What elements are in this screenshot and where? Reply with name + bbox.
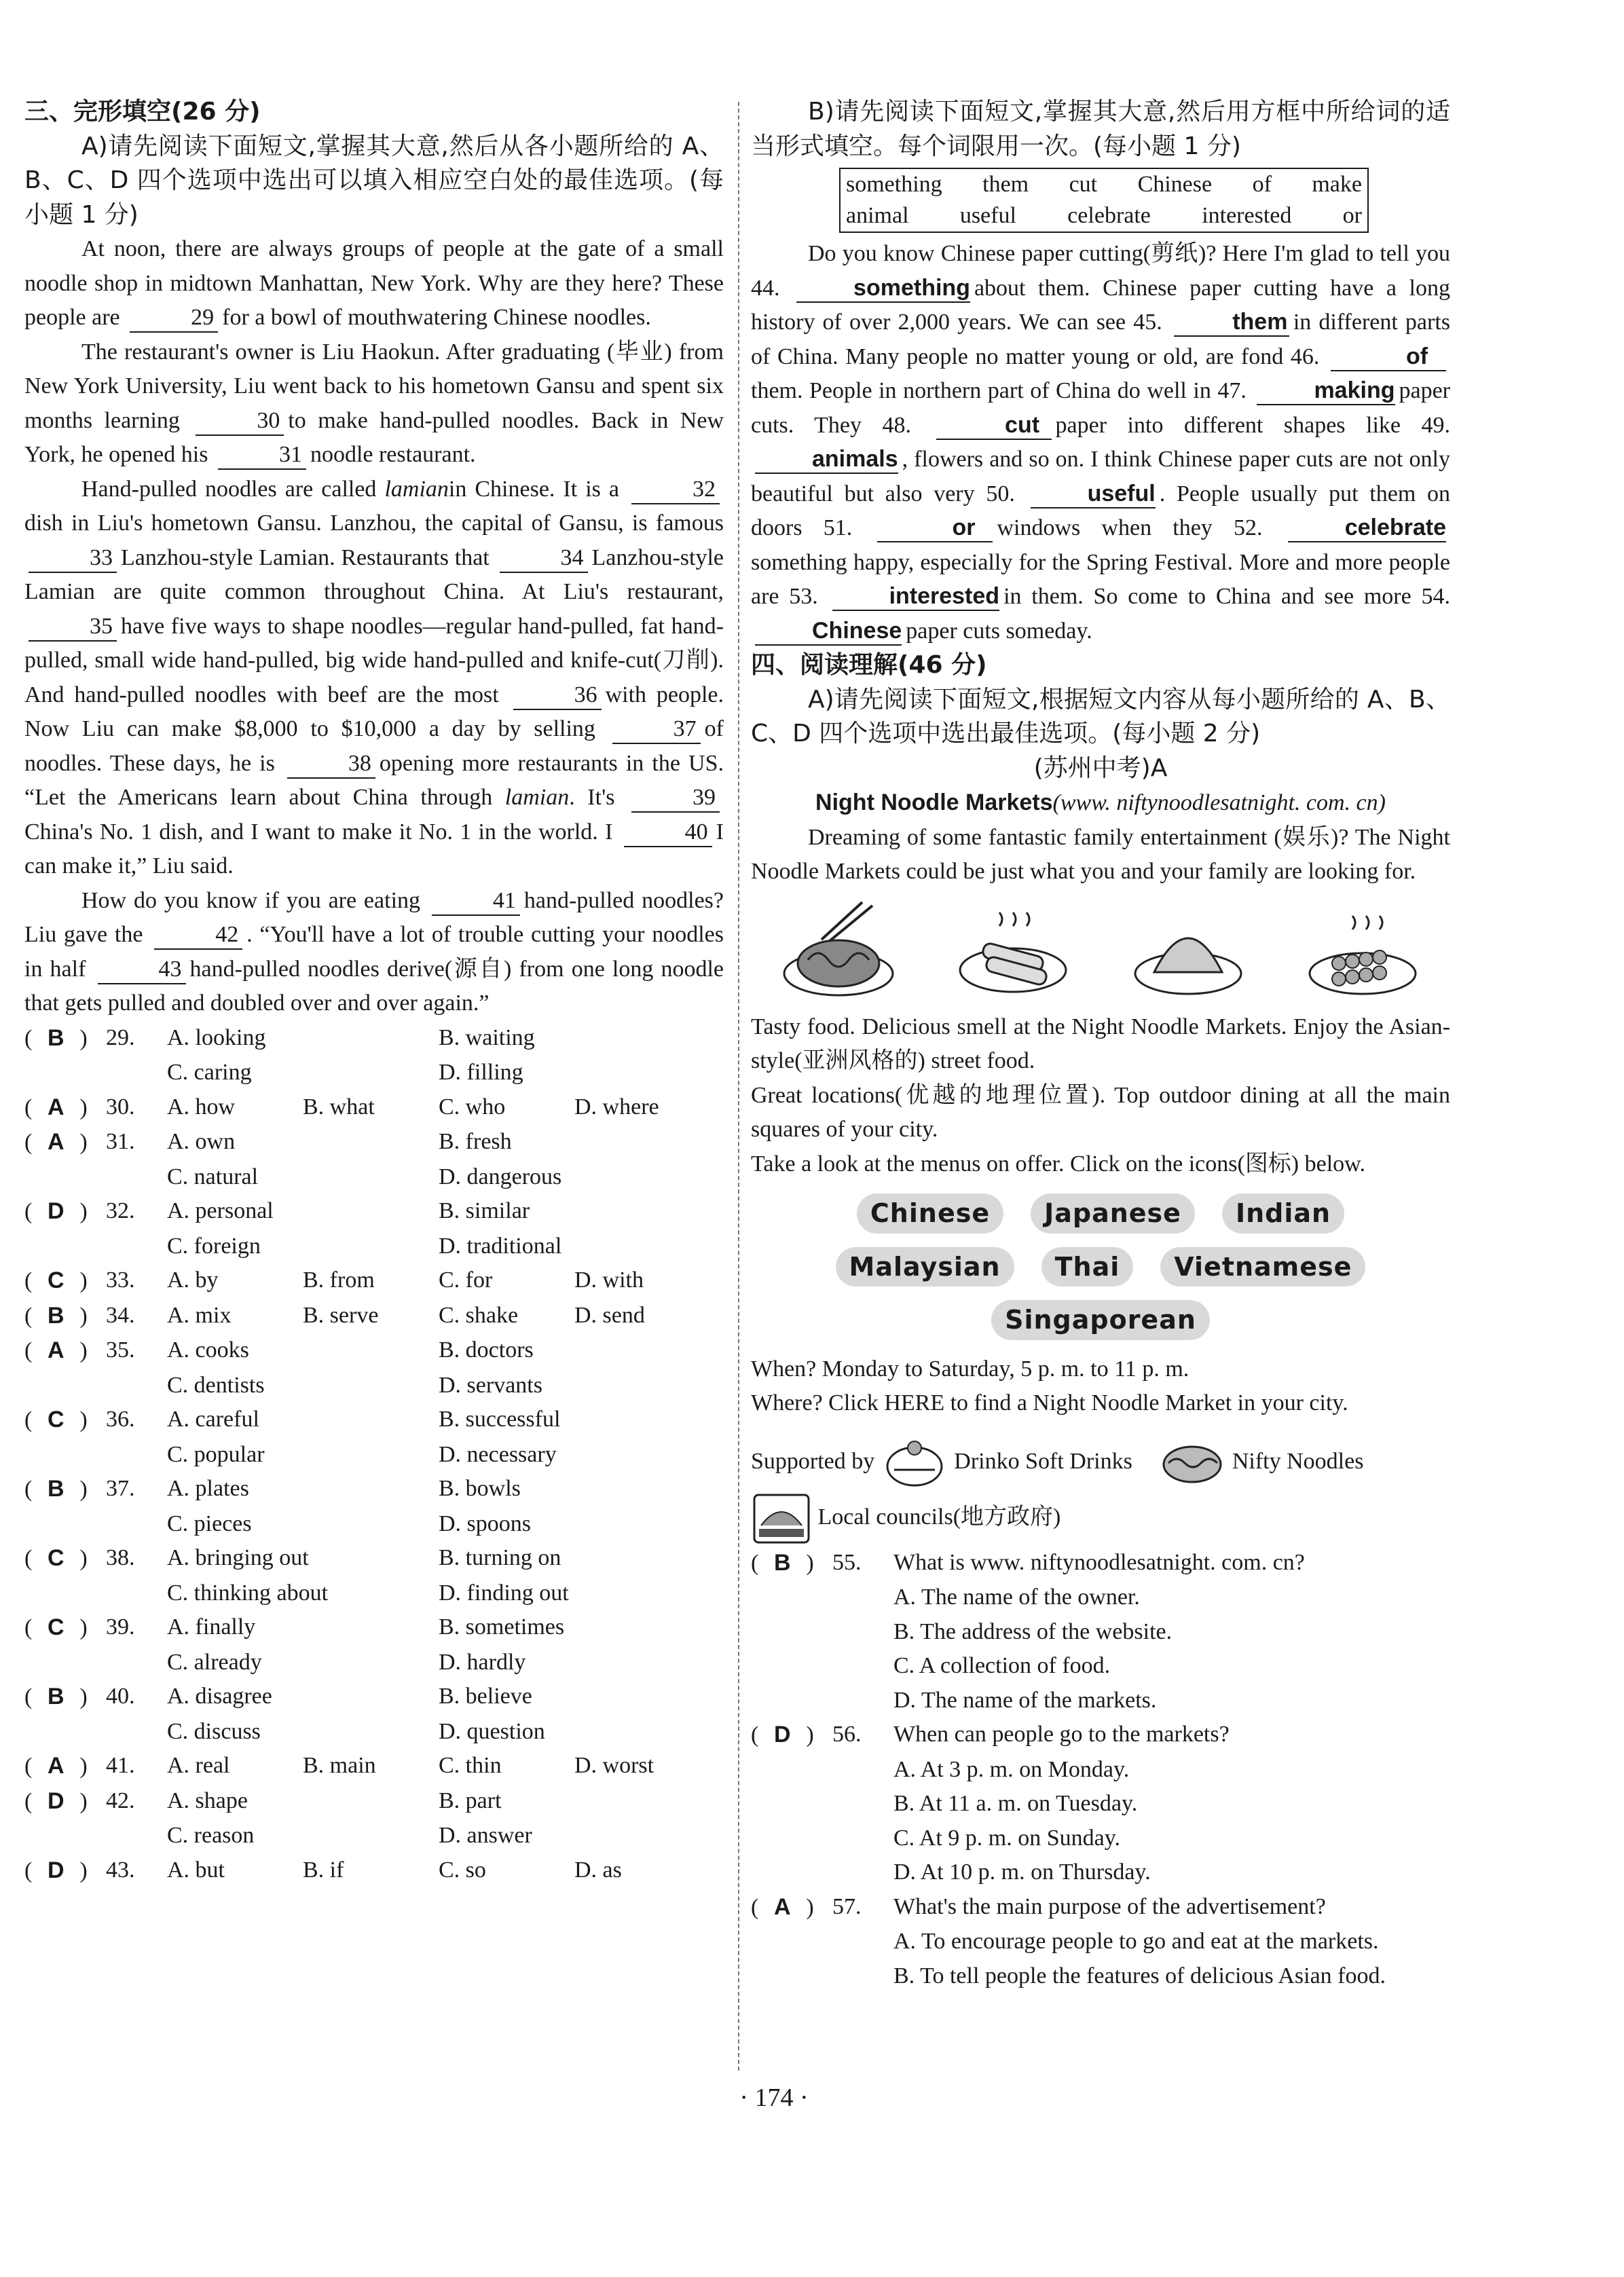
option: D. question — [439, 1718, 545, 1744]
question-stem: When can people go to the markets? — [893, 1722, 1230, 1747]
sponsor-councils: Local councils(地方政府) — [817, 1504, 1061, 1530]
ad-line: Take a look at the menus on offer. Click on the icons(图标) below. — [751, 1151, 1366, 1177]
answer-letter: C — [48, 1614, 64, 1640]
cloze-blank: 35 — [29, 613, 117, 642]
cloze-blank: 30 — [196, 407, 284, 436]
option: D. worst — [574, 1753, 654, 1778]
option: D. necessary — [439, 1441, 557, 1467]
option: A. by — [167, 1267, 219, 1293]
spring-rolls-plate-icon — [955, 899, 1071, 1001]
option: C. thinking about — [167, 1580, 329, 1606]
question-row-2 — [24, 1715, 724, 1750]
answer-bracket: ( A ) — [751, 1890, 832, 1925]
answer-letter: B — [48, 1024, 64, 1051]
answer-bracket: ( B ) — [24, 1472, 106, 1507]
answer-bracket: ( B ) — [751, 1546, 832, 1581]
option: A. At 3 p. m. on Monday. — [893, 1756, 1130, 1782]
text-run: , flowers and so on. I think Chinese paper cuts are not only beautiful but also very 50. — [751, 447, 1450, 506]
word-box-word: or — [1342, 203, 1362, 228]
ad-intro: Dreaming of some fantastic family entertainment (娱乐)? The Night Noodle Markets could be just what you and your family are looking for. — [751, 824, 1450, 884]
text-run: How do you know if you are eating — [81, 887, 421, 913]
filled-answer: interested — [832, 582, 1000, 611]
question-stem: What is www. niftynoodlesatnight. com. cn? — [893, 1549, 1305, 1575]
option: D. spoons — [439, 1511, 532, 1536]
text-run: them. People in northern part of China do well in 47. — [751, 378, 1247, 403]
answer-bracket: ( A ) — [24, 1749, 106, 1784]
text-run: of noodles. These days, he is — [24, 716, 724, 776]
text-run: in Chinese. It is a — [448, 476, 619, 502]
text-run: . “You'll have a lot of trouble cutting your noodles in half — [24, 922, 724, 982]
option: D. as — [574, 1857, 622, 1883]
option: B. part — [439, 1788, 502, 1813]
option: B. waiting — [439, 1024, 535, 1050]
reading-questions — [751, 1546, 1450, 1994]
question-number: 57. — [832, 1893, 862, 1919]
question-row — [24, 1403, 724, 1438]
question-row — [751, 1890, 1450, 1925]
food-illustrations — [751, 899, 1450, 1001]
word-box-row — [846, 169, 1362, 200]
answer-bracket: ( C ) — [24, 1610, 106, 1646]
menu-chinese[interactable]: Chinese — [857, 1193, 1003, 1234]
filled-answer: or — [877, 514, 993, 542]
word-box — [839, 168, 1369, 233]
option: D. servants — [439, 1372, 542, 1398]
cloze-blank: 40 — [624, 819, 712, 847]
option: B. if — [303, 1857, 344, 1883]
question-number: 56. — [832, 1722, 862, 1747]
question-number: 37. — [106, 1476, 135, 1501]
question-row-2 — [24, 1229, 724, 1264]
cloze-para — [24, 335, 724, 473]
option: C. foreign — [167, 1233, 261, 1259]
question-row — [24, 1680, 724, 1715]
text-run: something happy, especially for the Spring Festival. More and more people are 53. — [751, 549, 1450, 609]
filled-answer: something — [796, 274, 970, 303]
question-row-2 — [24, 1438, 724, 1473]
option: A. disagree — [167, 1684, 272, 1709]
option: A. The name of the owner. — [893, 1585, 1140, 1610]
cloze-blank: 42 — [154, 921, 242, 950]
text-run: The restaurant's owner is Liu Haokun. After graduating (毕业) from New York University, Liu went back to his hometown Gansu and spent six months learning — [24, 339, 724, 433]
text-run: paper cuts someday. — [906, 618, 1092, 644]
option: D. filling — [439, 1060, 523, 1085]
answer-letter: B — [48, 1684, 64, 1709]
question-number: 34. — [106, 1302, 135, 1328]
text-run: with people. Now Liu can make $8,000 to $10,000 a day by selling — [24, 682, 724, 741]
answer-letter: D — [48, 1198, 64, 1224]
local-councils-logo — [751, 1492, 812, 1546]
question-row — [24, 1125, 724, 1160]
wordfill-instruction: B)请先阅读下面短文,掌握其大意,然后用方框中所给词的适当形式填空。每个词限用一次。(每小题 1 分) — [751, 98, 1450, 160]
cloze-blank: 37 — [612, 716, 701, 744]
question-number: 36. — [106, 1407, 135, 1432]
word-box-word: Chinese — [1137, 172, 1213, 197]
filled-answer: of — [1331, 343, 1446, 371]
text-run: Hand-pulled noodles are called — [81, 476, 377, 502]
answer-bracket: ( B ) — [24, 1299, 106, 1334]
question-number: 31. — [106, 1129, 135, 1154]
answer-letter: B — [48, 1302, 64, 1329]
option: A. how — [167, 1094, 236, 1119]
word-box-word: them — [982, 172, 1029, 197]
filled-answer: cut — [936, 411, 1052, 440]
text-run: in them. So come to China and see more 54. — [1003, 584, 1450, 609]
cloze-blank: 41 — [432, 887, 520, 916]
cloze-blank: 29 — [130, 304, 218, 333]
answer-bracket: ( B ) — [24, 1021, 106, 1056]
question-row — [24, 1610, 724, 1646]
answer-letter: D — [48, 1857, 64, 1883]
text-run: windows when they 52. — [997, 515, 1263, 540]
menu-japanese[interactable]: Japanese — [1031, 1193, 1195, 1234]
wordfill-passage — [751, 237, 1450, 648]
question-row — [24, 1853, 724, 1889]
word-box-word: of — [1252, 172, 1272, 197]
text-run: paper cuts. They 48. — [751, 378, 1451, 438]
menu-malaysian[interactable]: Malaysian — [836, 1247, 1014, 1287]
text-run: . People usually put them on doors 51. — [751, 481, 1451, 540]
sponsor-drinko: Drinko Soft Drinks — [954, 1448, 1132, 1474]
question-row — [24, 1541, 724, 1576]
option: A. bringing out — [167, 1545, 309, 1570]
cloze-blank: 43 — [98, 956, 186, 984]
italic-term: lamian — [504, 785, 570, 810]
text-run: hand-pulled noodles derive(源自) from one long noodle that gets pulled and doubled over and over again.” — [24, 956, 724, 1016]
word-box-word: cut — [1069, 172, 1098, 197]
word-box-word: celebrate — [1067, 203, 1151, 228]
text-run: Do you know Chinese paper cutting(剪纸)? Here I'm glad to tell you 44. — [751, 241, 1450, 301]
answer-bracket: ( D ) — [24, 1194, 106, 1229]
question-stem: What's the main purpose of the advertisement? — [893, 1893, 1326, 1919]
option: B. bowls — [439, 1476, 521, 1501]
question-row — [24, 1299, 724, 1334]
option: C. shake — [439, 1302, 519, 1328]
question-row — [24, 1021, 724, 1056]
question-row — [24, 1472, 724, 1507]
option: A. shape — [167, 1788, 248, 1813]
answer-bracket: ( A ) — [24, 1333, 106, 1369]
option: D. with — [574, 1267, 644, 1293]
answer-bracket: ( B ) — [24, 1680, 106, 1715]
question-row — [24, 1749, 724, 1784]
cloze-para — [24, 884, 724, 1021]
question-row-2 — [24, 1507, 724, 1542]
menu-vietnamese[interactable]: Vietnamese — [1160, 1247, 1365, 1287]
question-number: 35. — [106, 1337, 135, 1363]
option: C. popular — [167, 1441, 265, 1467]
ad-url: (www. niftynoodlesatnight. com. cn) — [1052, 790, 1386, 815]
question-row — [751, 1546, 1450, 1581]
option: D. send — [574, 1302, 645, 1328]
answer-letter: D — [48, 1788, 64, 1814]
option: C. At 9 p. m. on Sunday. — [893, 1825, 1121, 1851]
option: B. fresh — [439, 1129, 512, 1154]
option: C. for — [439, 1267, 493, 1293]
sponsors-line-2 — [751, 1490, 1450, 1546]
answer-bracket: ( D ) — [24, 1784, 106, 1819]
option: C. who — [439, 1094, 506, 1119]
option: C. natural — [167, 1164, 259, 1189]
option: A. cooks — [167, 1337, 249, 1363]
page-number: · 174 · — [739, 2084, 809, 2112]
answer-bracket: ( C ) — [24, 1403, 106, 1438]
menu-singaporean[interactable]: Singaporean — [991, 1300, 1210, 1340]
cloze-questions — [24, 1021, 724, 1889]
text-run: have five ways to shape noodles—regular hand-pulled, fat hand-pulled, small wide hand-pulled, big wide hand-pulled and knife-cut(刀削). And hand-pulled noodles with beef are the most — [24, 613, 724, 707]
option: B. sometimes — [439, 1614, 565, 1640]
option: A. personal — [167, 1198, 274, 1223]
menu-indian[interactable]: Indian — [1222, 1193, 1344, 1234]
answer-letter: A — [48, 1094, 64, 1120]
option: A. looking — [167, 1024, 266, 1050]
cloze-blank: 31 — [218, 441, 306, 470]
answer-bracket: ( A ) — [24, 1090, 106, 1126]
word-box-word: animal — [846, 203, 909, 228]
reading-instruction: A)请先阅读下面短文,根据短文内容从每小题所给的 A、B、C、D 四个选项中选出最佳选项。(每小题 2 分) — [751, 685, 1450, 747]
ad-when: When? Monday to Saturday, 5 p. m. to 11 p. m. — [751, 1356, 1189, 1382]
text-run: China's No. 1 dish, and I want to make it No. 1 in the world. I — [24, 819, 613, 845]
cloze-blank: 36 — [513, 682, 602, 710]
answer-bracket: ( A ) — [24, 1125, 106, 1160]
text-run: Lanzhou-style Lamian are quite common throughout China. At Liu's restaurant, — [24, 544, 724, 604]
option: B. successful — [439, 1407, 561, 1432]
text-run: Lanzhou-style Lamian. Restaurants that — [121, 544, 490, 570]
cloze-blank: 34 — [500, 544, 588, 573]
nifty-noodles-logo — [1158, 1436, 1226, 1490]
question-number: 43. — [106, 1857, 135, 1883]
text-run: At noon, there are always groups of people at the gate of a small noodle shop in midtown Manhattan, New York. Why are they here? These people are — [24, 236, 724, 330]
cloze-blank: 32 — [631, 476, 720, 504]
option: D. The name of the markets. — [893, 1687, 1157, 1713]
word-box-word: something — [846, 172, 942, 197]
filled-answer: animals — [755, 445, 898, 474]
filled-answer: making — [1257, 377, 1395, 405]
question-row-2 — [24, 1160, 724, 1195]
answer-letter: A — [774, 1893, 791, 1920]
question-row-2 — [24, 1369, 724, 1403]
option: D. traditional — [439, 1233, 562, 1259]
cloze-blank: 33 — [29, 544, 117, 573]
answer-letter: C — [48, 1545, 64, 1571]
question-number: 42. — [106, 1788, 135, 1813]
answer-bracket: ( D ) — [24, 1853, 106, 1889]
ad-where: Where? Click HERE to find a Night Noodle Market in your city. — [751, 1390, 1348, 1415]
option: D. dangerous — [439, 1164, 562, 1189]
question-row — [24, 1263, 724, 1299]
answer-letter: A — [48, 1337, 64, 1363]
option: A. own — [167, 1129, 236, 1154]
option: A. plates — [167, 1476, 249, 1501]
option: B. from — [303, 1267, 375, 1293]
option: A. finally — [167, 1614, 256, 1640]
question-number: 29. — [106, 1024, 135, 1050]
option: C. so — [439, 1857, 486, 1883]
question-row — [24, 1333, 724, 1369]
word-box-word: make — [1312, 172, 1362, 197]
answer-letter: D — [774, 1722, 791, 1748]
option: C. caring — [167, 1060, 252, 1085]
passage-source: (苏州中考)A — [1033, 754, 1168, 782]
drinko-logo — [881, 1436, 948, 1490]
text-run: about them. Chinese paper cutting have a long history of over 2,000 years. We can see 45. — [751, 275, 1450, 335]
answer-letter: A — [48, 1753, 64, 1779]
question-number: 32. — [106, 1198, 135, 1223]
option: C. dentists — [167, 1372, 265, 1398]
column-divider — [738, 102, 739, 2071]
answer-letter: C — [48, 1267, 64, 1293]
option: A. real — [167, 1753, 230, 1778]
option: A. careful — [167, 1407, 259, 1432]
answer-bracket: ( C ) — [24, 1263, 106, 1299]
option: C. already — [167, 1649, 262, 1675]
option: C. discuss — [167, 1718, 261, 1744]
option: D. where — [574, 1094, 659, 1119]
option: B. turning on — [439, 1545, 561, 1570]
option: C. pieces — [167, 1511, 252, 1536]
question-row — [751, 1718, 1450, 1753]
option: B. similar — [439, 1198, 530, 1223]
cloze-para — [24, 473, 724, 884]
text-run: opening more restaurants in the US. “Let the Americans learn about China through — [24, 750, 724, 810]
ad-line: Great locations(优越的地理位置). Top outdoor dining at all the main squares of your city. — [751, 1082, 1450, 1142]
option: B. doctors — [439, 1337, 534, 1363]
filled-answer: Chinese — [755, 617, 902, 646]
answer-letter: B — [48, 1476, 64, 1502]
question-number: 41. — [106, 1753, 135, 1778]
option: D. At 10 p. m. on Thursday. — [893, 1859, 1151, 1885]
question-row-2 — [24, 1056, 724, 1090]
noodles-plate-icon — [781, 899, 896, 1001]
question-row — [24, 1194, 724, 1229]
option: B. The address of the website. — [893, 1618, 1173, 1644]
text-run: noodle restaurant. — [310, 442, 476, 467]
question-row-2 — [24, 1576, 724, 1611]
option: B. believe — [439, 1684, 532, 1709]
ad-heading — [751, 785, 1450, 821]
menu-thai[interactable]: Thai — [1041, 1247, 1134, 1287]
question-row-2 — [24, 1646, 724, 1680]
question-number: 39. — [106, 1614, 135, 1640]
question-number: 38. — [106, 1545, 135, 1570]
left-column — [24, 95, 724, 1888]
option: D. hardly — [439, 1649, 526, 1675]
ad-title: Night Noodle Markets — [815, 790, 1053, 815]
option: D. answer — [439, 1823, 532, 1848]
option: B. To tell people the features of delicious Asian food. — [893, 1963, 1386, 1988]
answer-letter: B — [774, 1549, 791, 1576]
option: B. main — [303, 1753, 376, 1778]
question-number: 40. — [106, 1684, 135, 1709]
answer-bracket: ( C ) — [24, 1541, 106, 1576]
question-row-2 — [24, 1819, 724, 1853]
cloze-para — [24, 232, 724, 335]
option: A. To encourage people to go and eat at the markets. — [893, 1929, 1379, 1955]
option: B. what — [303, 1094, 375, 1119]
text-run: for a bowl of mouthwatering Chinese noodles. — [222, 305, 651, 330]
option: B. serve — [303, 1302, 379, 1328]
rice-plate-icon — [1130, 899, 1246, 1001]
text-run: hand-pulled noodles? Liu gave the — [24, 887, 724, 947]
option: C. A collection of food. — [893, 1653, 1111, 1679]
cloze-instruction: A)请先阅读下面短文,掌握其大意,然后从各小题所给的 A、B、C、D 四个选项中选出可以填入相应空白处的最佳选项。(每小题 1 分) — [24, 132, 724, 229]
option: C. reason — [167, 1823, 255, 1848]
question-number: 30. — [106, 1094, 135, 1119]
cloze-blank: 39 — [631, 784, 720, 813]
sponsors-line — [751, 1434, 1450, 1490]
text-run: I can make it,” Liu said. — [24, 819, 724, 878]
answer-letter: A — [48, 1129, 64, 1155]
question-row — [24, 1784, 724, 1819]
section-title-reading: 四、阅读理解(46 分) — [751, 651, 987, 679]
right-column — [751, 95, 1450, 1993]
text-run: . It's — [569, 785, 615, 810]
option: D. finding out — [439, 1580, 569, 1606]
cloze-blank: 38 — [287, 750, 375, 779]
ad-line: Tasty food. Delicious smell at the Night Noodle Markets. Enjoy the Asian-style(亚洲风格的) street food. — [751, 1014, 1450, 1073]
filled-answer: them — [1174, 308, 1289, 337]
skewers-plate-icon — [1305, 899, 1420, 1001]
section-title-cloze: 三、完形填空(26 分) — [24, 98, 261, 126]
word-box-word: useful — [959, 203, 1016, 228]
sponsor-nifty: Nifty Noodles — [1232, 1448, 1364, 1474]
answer-letter: C — [48, 1407, 64, 1432]
question-number: 55. — [832, 1549, 862, 1575]
text-run: to make hand-pulled noodles. Back in New York, he opened his — [24, 407, 724, 467]
question-row — [24, 1090, 724, 1126]
option: C. thin — [439, 1753, 502, 1778]
menu-icons — [751, 1193, 1450, 1340]
option: A. mix — [167, 1302, 232, 1328]
word-box-word: interested — [1202, 203, 1292, 228]
question-number: 33. — [106, 1267, 135, 1293]
supported-by-label: Supported by — [751, 1448, 875, 1474]
word-box-row — [846, 200, 1362, 232]
text-run: paper into different shapes like 49. — [1055, 412, 1451, 438]
filled-answer: useful — [1031, 480, 1156, 508]
answer-bracket: ( D ) — [751, 1718, 832, 1753]
italic-term: lamian — [384, 476, 449, 502]
text-run: in different parts of China. Many people no matter young or old, are fond 46. — [751, 310, 1451, 369]
filled-answer: celebrate — [1288, 514, 1446, 542]
option: A. but — [167, 1857, 225, 1883]
option: B. At 11 a. m. on Tuesday. — [893, 1791, 1138, 1817]
text-run: dish in Liu's hometown Gansu. Lanzhou, the capital of Gansu, is famous — [24, 511, 724, 536]
